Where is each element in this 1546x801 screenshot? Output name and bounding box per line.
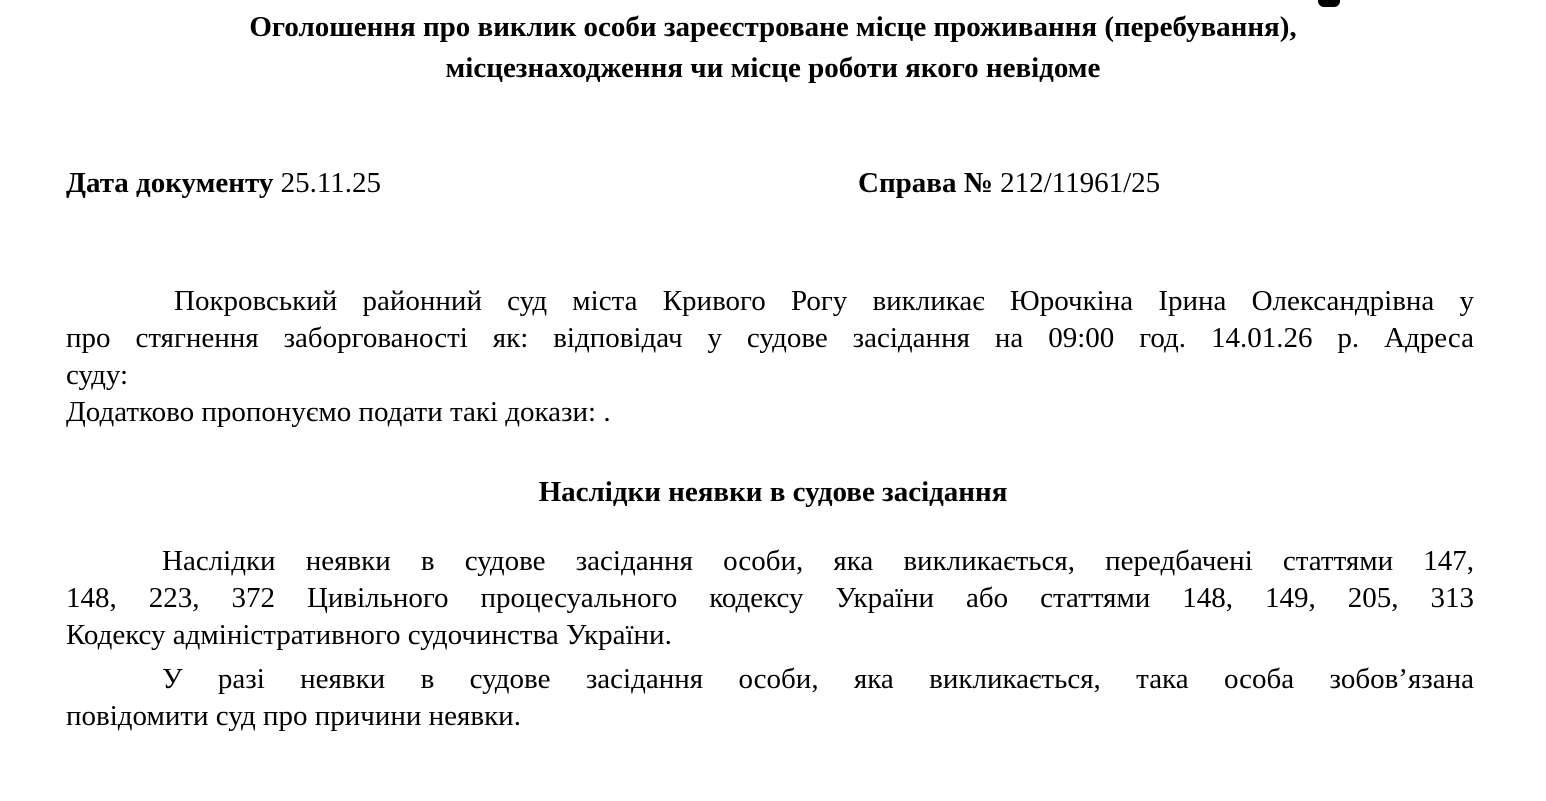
scan-corner-mark [1318, 0, 1340, 7]
consequences-heading: Наслідки неявки в судове засідання [538, 476, 1008, 508]
evidence-paragraph [66, 394, 1474, 431]
consequences-line-3: Кодексу адміністративного судочинства України. [66, 619, 672, 651]
document-date [66, 163, 381, 203]
duty-line-2: повідомити суд про причини неявки. [66, 700, 521, 732]
consequences-paragraph [66, 543, 1474, 654]
duty-line-1: У разі неявки в судове засідання особи, яка викликається, така особа зобов’язана [162, 663, 1474, 695]
title-line-2: місцезнаходження чи місце роботи якого невідоме [445, 52, 1101, 84]
date-label: Дата документу [66, 167, 274, 199]
evidence-text: Додатково пропонуємо подати такі докази: . [66, 396, 611, 428]
case-label: Справа № [858, 167, 993, 199]
duty-paragraph [66, 661, 1474, 735]
document-title [0, 7, 1546, 89]
summons-paragraph [66, 283, 1474, 394]
consequences-line-2: 148, 223, 372 Цивільного процесуального кодексу України або статтями 148, 149, 205, 313 [66, 582, 1474, 614]
summons-line-2: про стягнення заборгованості як: відповідач у судове засідання на 09:00 год. 14.01.26 р. Адреса [66, 322, 1474, 354]
consequences-line-1: Наслідки неявки в судове засідання особи, яка викликається, передбачені статтями 147, [162, 545, 1474, 577]
summons-line-1: Покровський районний суд міста Кривого Рогу викликає Юрочкіна Ірина Олександрівна у [174, 285, 1474, 317]
case-number [858, 163, 1160, 203]
title-line-1: Оголошення про виклик особи зареєстроване місце проживання (перебування), [249, 11, 1297, 43]
summons-line-3: суду: [66, 359, 129, 391]
date-value: 25.11.25 [280, 167, 382, 199]
case-value: 212/11961/25 [1000, 167, 1161, 199]
